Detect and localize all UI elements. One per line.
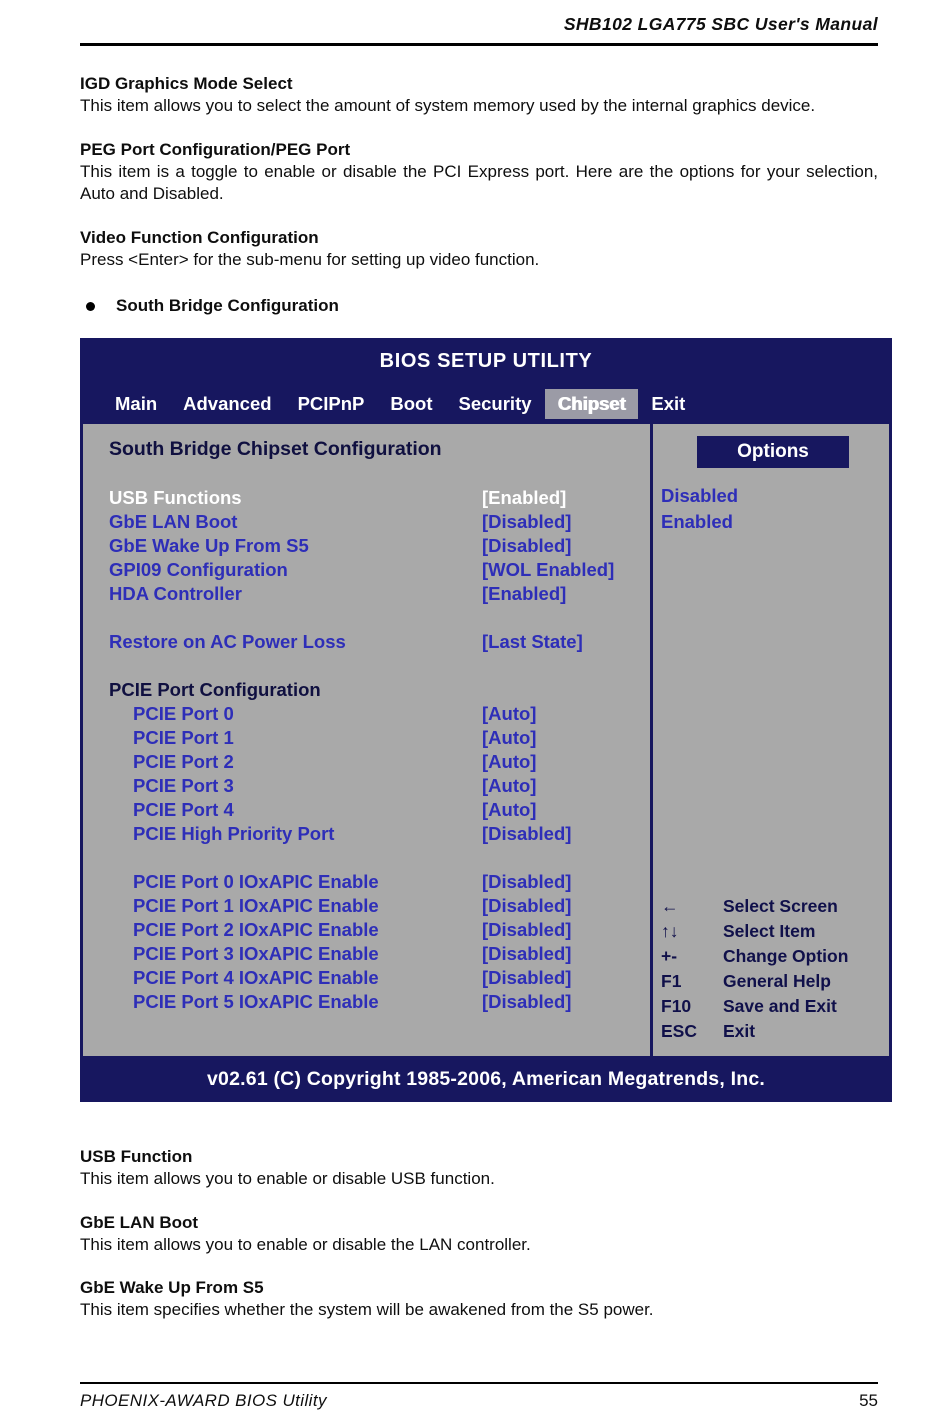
bios-item-label: PCIE Port 4 IOxAPIC Enable bbox=[133, 967, 379, 988]
section-body: This item specifies whether the system will be awakened from the S5 power. bbox=[80, 1300, 654, 1319]
bullet-line bbox=[86, 296, 878, 316]
bios-item-label: PCIE Port 0 bbox=[133, 703, 234, 724]
menu-tab-exit[interactable]: Exit bbox=[651, 393, 686, 414]
section-body: This item is a toggle to enable or disable the PCI Express port. Here are the options for your selection, Auto and Disabled. bbox=[80, 161, 878, 203]
bios-options-panel bbox=[653, 424, 889, 1056]
menu-tab-security[interactable]: Security bbox=[458, 393, 532, 414]
manual-section bbox=[80, 139, 878, 206]
bios-menu-bar bbox=[80, 384, 892, 424]
help-key-row bbox=[661, 994, 889, 1019]
help-action: General Help bbox=[723, 971, 831, 991]
section-heading: USB Function bbox=[80, 1147, 193, 1166]
help-key: ← bbox=[661, 896, 679, 916]
help-action: Save and Exit bbox=[723, 996, 837, 1016]
bios-item-row[interactable] bbox=[109, 727, 650, 751]
manual-section bbox=[80, 1212, 878, 1257]
row-spacer bbox=[109, 847, 650, 871]
menu-tab-pcipnp[interactable]: PCIPnP bbox=[297, 393, 365, 414]
bios-item-row[interactable] bbox=[109, 991, 650, 1015]
bios-item-row[interactable] bbox=[109, 823, 650, 847]
bios-section-title: South Bridge Chipset Configuration bbox=[109, 438, 442, 460]
section-heading: IGD Graphics Mode Select bbox=[80, 74, 293, 93]
bios-item-value: [Disabled] bbox=[482, 991, 572, 1012]
bios-group-header bbox=[109, 679, 650, 703]
bios-item-list bbox=[109, 487, 650, 1015]
help-action: Change Option bbox=[723, 946, 849, 966]
help-key-row bbox=[661, 919, 889, 944]
menu-tab-advanced[interactable]: Advanced bbox=[183, 393, 272, 414]
bios-item-row[interactable] bbox=[109, 487, 650, 511]
row-spacer bbox=[109, 607, 650, 631]
help-action: Select Item bbox=[723, 921, 816, 941]
bios-item-row[interactable] bbox=[109, 631, 650, 655]
bios-item-label: PCIE Port 1 bbox=[133, 727, 234, 748]
bios-item-value: [Last State] bbox=[482, 631, 583, 652]
bios-item-label: GPI09 Configuration bbox=[109, 559, 288, 580]
option-enabled[interactable]: Enabled bbox=[661, 511, 733, 532]
help-action: Select Screen bbox=[723, 896, 838, 916]
bios-item-row[interactable] bbox=[109, 535, 650, 559]
footer-page-number: 55 bbox=[859, 1391, 878, 1410]
bios-item-label: PCIE Port 5 IOxAPIC Enable bbox=[133, 991, 379, 1012]
options-list bbox=[661, 483, 889, 535]
bios-item-label: PCIE Port Configuration bbox=[109, 679, 321, 700]
bios-item-row[interactable] bbox=[109, 799, 650, 823]
help-key-row bbox=[661, 894, 889, 919]
bottom-sections bbox=[80, 1146, 878, 1322]
bios-footer: v02.61 (C) Copyright 1985-2006, American Megatrends, Inc. bbox=[207, 1067, 765, 1090]
bios-item-value: [Disabled] bbox=[482, 511, 572, 532]
bios-item-row[interactable] bbox=[109, 919, 650, 943]
bullet-label: South Bridge Configuration bbox=[116, 296, 339, 315]
bios-item-value: [Enabled] bbox=[482, 487, 567, 508]
section-heading: Video Function Configuration bbox=[80, 227, 319, 247]
help-key-row bbox=[661, 969, 889, 994]
bios-item-row[interactable] bbox=[109, 511, 650, 535]
bios-item-value: [Disabled] bbox=[482, 871, 572, 892]
bios-item-label: PCIE Port 0 IOxAPIC Enable bbox=[133, 871, 379, 892]
footer-title: PHOENIX-AWARD BIOS Utility bbox=[80, 1391, 327, 1410]
bios-item-label: PCIE Port 3 bbox=[133, 775, 234, 796]
bios-item-label: PCIE Port 3 IOxAPIC Enable bbox=[133, 943, 379, 964]
bios-item-value: [Disabled] bbox=[482, 967, 572, 988]
bios-item-value: [WOL Enabled] bbox=[482, 559, 615, 580]
bullet-icon bbox=[86, 296, 116, 316]
bios-item-row[interactable] bbox=[109, 967, 650, 991]
bios-item-value: [Auto] bbox=[482, 751, 537, 772]
menu-tab-chipset[interactable]: Chipset bbox=[545, 389, 639, 419]
section-heading: GbE Wake Up From S5 bbox=[80, 1278, 264, 1297]
row-spacer bbox=[109, 655, 650, 679]
bios-item-label: USB Functions bbox=[109, 487, 242, 508]
help-key-row bbox=[661, 1019, 889, 1044]
manual-section bbox=[80, 1277, 878, 1322]
bios-item-value: [Disabled] bbox=[482, 895, 572, 916]
bios-item-label: Restore on AC Power Loss bbox=[109, 631, 346, 652]
help-key-row bbox=[661, 944, 889, 969]
bios-setup-screenshot bbox=[80, 338, 892, 1102]
bios-settings-panel bbox=[83, 424, 650, 1056]
bios-item-label: PCIE Port 4 bbox=[133, 799, 234, 820]
bios-item-value: [Disabled] bbox=[482, 919, 572, 940]
manual-section bbox=[80, 73, 878, 118]
bios-item-value: [Auto] bbox=[482, 727, 537, 748]
manual-header-title: SHB102 LGA775 SBC User's Manual bbox=[563, 14, 878, 34]
section-body: This item allows you to enable or disable the LAN controller. bbox=[80, 1234, 531, 1254]
help-key-legend bbox=[661, 894, 889, 1044]
bios-item-label: PCIE High Priority Port bbox=[133, 823, 335, 844]
bios-body bbox=[80, 424, 892, 1056]
section-heading: GbE LAN Boot bbox=[80, 1212, 199, 1232]
help-key: F10 bbox=[661, 996, 692, 1016]
section-body: Press <Enter> for the sub-menu for setting up video function. bbox=[80, 249, 540, 269]
bios-item-row[interactable] bbox=[109, 559, 650, 583]
menu-tab-boot[interactable]: Boot bbox=[390, 393, 433, 414]
help-key: ESC bbox=[661, 1021, 697, 1041]
bios-item-value: [Disabled] bbox=[482, 535, 572, 556]
footer-rule bbox=[80, 1382, 878, 1384]
bios-item-value: [Disabled] bbox=[482, 943, 572, 964]
help-key: +- bbox=[661, 946, 678, 966]
bios-item-label: PCIE Port 2 IOxAPIC Enable bbox=[133, 919, 379, 940]
top-sections bbox=[80, 73, 878, 271]
options-header: Options bbox=[697, 436, 849, 468]
bios-item-row[interactable] bbox=[109, 895, 650, 919]
bios-item-row[interactable] bbox=[109, 775, 650, 799]
help-key: F1 bbox=[661, 971, 682, 991]
bios-item-label: HDA Controller bbox=[109, 583, 242, 604]
bios-item-row[interactable] bbox=[109, 703, 650, 727]
bios-title: BIOS SETUP UTILITY bbox=[379, 349, 593, 372]
bios-item-row[interactable] bbox=[109, 943, 650, 967]
option-disabled[interactable]: Disabled bbox=[661, 485, 739, 506]
bios-item-value: [Auto] bbox=[482, 775, 537, 796]
bios-item-value: [Auto] bbox=[482, 799, 537, 820]
bios-item-row[interactable] bbox=[109, 751, 650, 775]
bios-item-label: GbE Wake Up From S5 bbox=[109, 535, 309, 556]
section-body: This item allows you to enable or disable USB function. bbox=[80, 1169, 495, 1188]
bios-item-label: PCIE Port 2 bbox=[133, 751, 234, 772]
help-action: Exit bbox=[723, 1021, 756, 1041]
bios-item-value: [Auto] bbox=[482, 703, 537, 724]
manual-section bbox=[80, 227, 878, 272]
bios-item-value: [Enabled] bbox=[482, 583, 567, 604]
header-rule bbox=[80, 43, 878, 46]
bios-item-value: [Disabled] bbox=[482, 823, 572, 844]
manual-content bbox=[80, 73, 878, 1322]
section-body: This item allows you to select the amount of system memory used by the internal graphics device. bbox=[80, 96, 816, 115]
bios-item-label: PCIE Port 1 IOxAPIC Enable bbox=[133, 895, 379, 916]
bios-item-label: GbE LAN Boot bbox=[109, 511, 238, 532]
manual-footer bbox=[80, 1382, 878, 1411]
manual-section bbox=[80, 1146, 878, 1191]
menu-tab-main[interactable]: Main bbox=[115, 393, 158, 414]
bios-item-row[interactable] bbox=[109, 871, 650, 895]
help-key: ↑↓ bbox=[661, 921, 679, 941]
bios-item-row[interactable] bbox=[109, 583, 650, 607]
section-heading: PEG Port Configuration/PEG Port bbox=[80, 139, 351, 159]
